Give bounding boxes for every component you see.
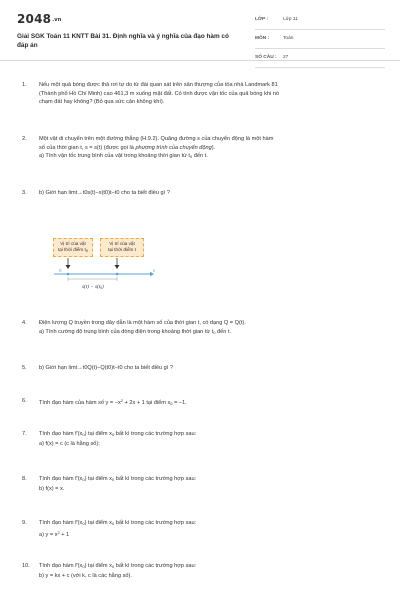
subscript: 0 bbox=[111, 564, 115, 569]
text-span: đến t. bbox=[192, 153, 208, 160]
subscript: 0 bbox=[111, 432, 115, 437]
text-span: đến t. bbox=[215, 328, 232, 335]
subscript: 0 bbox=[82, 477, 85, 482]
meta-value: 27 bbox=[283, 55, 289, 60]
question-number: 4. bbox=[22, 320, 27, 326]
question-text-line: Một vật di chuyển trên một đường thẳng (H.9.2). Quãng đường s của chuyển động là một hàm bbox=[39, 136, 274, 142]
logo-text: 2048 bbox=[17, 12, 52, 26]
subscript: 0 bbox=[170, 401, 173, 406]
question-number: 2. bbox=[22, 136, 27, 142]
question-body bbox=[39, 519, 382, 539]
text-span: a) y = x bbox=[39, 531, 58, 538]
question-text-line bbox=[39, 562, 382, 572]
page-header bbox=[0, 0, 400, 61]
emphasis-text: phương trình của chuyển động bbox=[135, 144, 212, 151]
question-text-line: (Thành phố Hồ Chí Minh) cao 461,3 m xuống mặt đất. Có tính được vận tốc của quả bóng khi nó bbox=[39, 90, 280, 97]
meta-label: LỚP : bbox=[255, 17, 269, 22]
meta-label: SỐ CÂU : bbox=[255, 55, 277, 60]
question-number: 1. bbox=[22, 82, 27, 88]
text-span: Tính đạo hàm của hàm số y = −x bbox=[39, 400, 121, 406]
question-text-line: Điện lượng Q truyền trong dây dẫn là một hàm số của thời gian t, có dạng Q = Q(t). bbox=[39, 320, 246, 326]
question-body bbox=[39, 364, 382, 373]
text-span: a) Tính cường độ trung bình của dòng điện trong khoảng thời gian từ t bbox=[39, 328, 214, 335]
subscript: 0 bbox=[82, 564, 85, 569]
text-span: bất kì trong các trường hợp sau: bbox=[114, 563, 197, 569]
text-span: Tính đạo hàm f'(x bbox=[39, 431, 83, 437]
formula-subscript: 0 bbox=[100, 286, 102, 290]
arrowhead bbox=[66, 265, 71, 269]
text-span: tại thời điểm t bbox=[57, 247, 86, 253]
meta-value: Toán bbox=[283, 36, 294, 41]
question-number: 10. bbox=[22, 563, 30, 569]
meta-label: MÔN : bbox=[255, 36, 270, 41]
superscript: 2 bbox=[120, 398, 124, 403]
box-text: Vị trí của vật bbox=[60, 241, 86, 246]
question-body bbox=[39, 430, 382, 448]
formula-text: s(t) − s(t bbox=[82, 284, 101, 290]
meta-row-count bbox=[255, 53, 385, 68]
question-number: 7. bbox=[22, 431, 27, 437]
text-span: + 1 bbox=[59, 531, 70, 538]
text-span: Tính đạo hàm f'(x bbox=[39, 476, 83, 482]
question-text-line bbox=[39, 144, 382, 153]
motion-axis-diagram bbox=[40, 226, 190, 290]
text-span: ). bbox=[211, 144, 216, 151]
question-number: 9. bbox=[22, 520, 27, 526]
question-number: 3. bbox=[22, 190, 27, 196]
question-text-line bbox=[39, 152, 382, 162]
text-span: a) Tính vận tốc trung bình của vật trong khoảng thời gian từ t bbox=[39, 153, 190, 160]
text-span: Tính đạo hàm f'(x bbox=[39, 520, 83, 526]
meta-row-class bbox=[255, 15, 385, 30]
question-text-line bbox=[39, 430, 382, 440]
subscript: 0 bbox=[213, 329, 216, 335]
question-text-line: b) y = kx + c (với k, c là các hằng số). bbox=[39, 572, 132, 579]
site-logo[interactable] bbox=[17, 12, 62, 26]
subscript: 0 bbox=[111, 477, 115, 482]
question-text-line: b) Giới hạn limt→t0Q(t)−Q(t0)t−t0 cho ta biết điều gì ? bbox=[39, 365, 173, 371]
meta-value: Lớp 11 bbox=[283, 17, 298, 22]
point-t0 bbox=[67, 273, 70, 276]
question-body bbox=[39, 135, 382, 162]
box-text: Vị trí của vật bbox=[109, 241, 135, 246]
page-title: Giải SGK Toán 11 KNTT Bài 31. Định nghĩa và ý nghĩa của đạo hàm có đáp án bbox=[17, 33, 229, 49]
superscript: 2 bbox=[57, 529, 60, 535]
question-text-line: b) Giới hạn limt→t0s(t)−s(t0)t−t0 cho ta biết điều gì ? bbox=[39, 190, 170, 196]
text-span: Tính đạo hàm f'(x bbox=[39, 563, 83, 569]
subscript: 0 bbox=[82, 432, 85, 437]
text-span: số của thời gian t, s = s(t) (được gọi là bbox=[39, 144, 136, 151]
arrowhead bbox=[115, 265, 120, 269]
meta-row-subject bbox=[255, 34, 385, 49]
question-body bbox=[39, 319, 382, 337]
question-number: 5. bbox=[22, 365, 27, 371]
axis-label: s bbox=[153, 268, 156, 273]
question-number: 6. bbox=[22, 398, 27, 404]
question-text-line bbox=[39, 328, 382, 338]
text-span: ) tại điểm x bbox=[84, 476, 112, 482]
distance-formula bbox=[82, 283, 104, 290]
text-span: bất kì trong các trường hợp sau: bbox=[114, 520, 197, 526]
question-text-line: b) f(x) = x. bbox=[39, 485, 65, 492]
logo-suffix: .vn bbox=[52, 17, 62, 23]
motion-figure bbox=[40, 226, 190, 290]
question-text-line bbox=[39, 475, 382, 485]
question-text-line bbox=[39, 397, 382, 409]
question-number: 8. bbox=[22, 476, 27, 482]
subscript: 0 bbox=[189, 154, 193, 160]
question-text-line: Nếu một quả bóng được thả rơi tự do từ đài quan sát trên sân thượng của tòa nhà Landmark 81 bbox=[39, 82, 278, 88]
question-text-line: chạm đất hay không? (Bỏ qua sức cản không khí). bbox=[39, 99, 165, 106]
point-t bbox=[116, 273, 119, 276]
question-text-line bbox=[39, 519, 382, 529]
subscript: 0 bbox=[111, 521, 115, 526]
origin-label: 0 bbox=[59, 268, 62, 273]
text-span: = −1. bbox=[172, 400, 187, 406]
text-span: + 2x + 1 tại điểm x bbox=[123, 400, 171, 406]
text-span: ) tại điểm x bbox=[84, 431, 112, 437]
question-body bbox=[39, 81, 382, 107]
question-text-line bbox=[39, 529, 382, 540]
question-body bbox=[39, 397, 382, 409]
subscript: 0 bbox=[85, 248, 88, 254]
text-span: ) tại điểm x bbox=[84, 520, 112, 526]
question-body bbox=[39, 475, 382, 493]
formula-end: ) bbox=[102, 284, 104, 290]
text-span: bất kì trong các trường hợp sau: bbox=[114, 476, 197, 482]
box-text: tại thời điểm t bbox=[108, 247, 136, 253]
question-text-line: a) f(x) = c (c là hằng số); bbox=[39, 440, 100, 447]
text-span: bất kì trong các trường hợp sau: bbox=[114, 431, 197, 437]
text-span: ) tại điểm x bbox=[84, 563, 112, 569]
subscript: 0 bbox=[82, 521, 85, 526]
question-body bbox=[39, 189, 382, 198]
meta-info bbox=[255, 15, 385, 72]
question-body bbox=[39, 562, 382, 580]
